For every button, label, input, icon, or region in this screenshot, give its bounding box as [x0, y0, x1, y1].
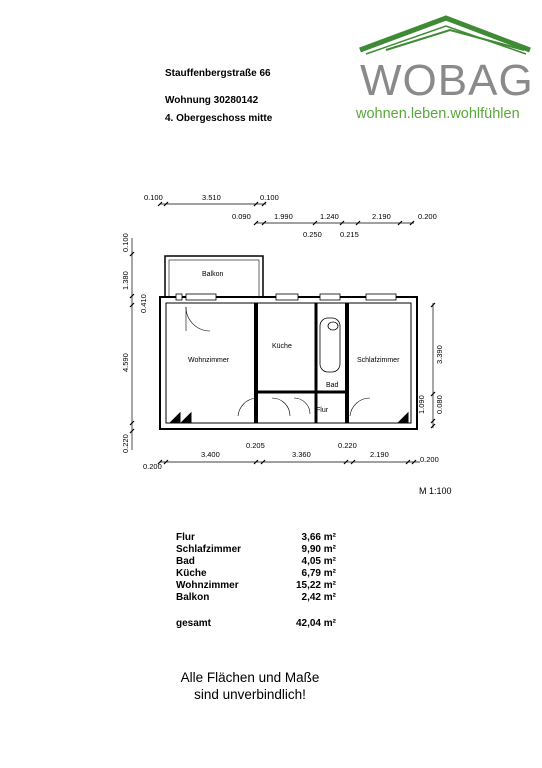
- area-value: 3,66 m²: [301, 532, 336, 543]
- area-row: [176, 532, 336, 544]
- dim-left-4: 0.220: [121, 434, 130, 453]
- dim-top2-1: 1.990: [274, 212, 293, 221]
- room-label-balkon: Balkon: [202, 271, 224, 278]
- dim-bottom-1: 3.400: [201, 450, 220, 459]
- dim-bottom-4: 0.220: [338, 441, 357, 450]
- room-label-wohnzimmer: Wohnzimmer: [188, 357, 230, 364]
- floor-label: 4. Obergeschoss mitte: [165, 113, 273, 124]
- dim-left-3: 4.590: [121, 353, 130, 372]
- dim-right-1: 1.090: [417, 395, 426, 414]
- area-name: Wohnzimmer: [176, 580, 239, 591]
- dim-top1-0: 0.100: [144, 193, 163, 202]
- scale-label: M 1:100: [419, 486, 452, 496]
- dim-right-2: 0.080: [435, 395, 444, 414]
- logo-wordmark: WOBAG: [360, 56, 534, 105]
- disclaimer-line1: Alle Flächen und Maße: [180, 670, 320, 685]
- area-total-value: 42,04 m²: [295, 618, 336, 629]
- address-label: Stauffenbergstraße 66: [165, 68, 271, 79]
- area-total-row: [176, 618, 336, 630]
- area-row: [176, 580, 336, 592]
- dim-left-2: 0.410: [139, 294, 148, 313]
- room-label-flur: Flur: [316, 407, 329, 414]
- area-value: 4,05 m²: [301, 556, 336, 567]
- dim-bottom-6: 0.200: [420, 455, 439, 464]
- room-label-kueche: Küche: [272, 343, 292, 350]
- room-label-schlafzimmer: Schlafzimmer: [357, 357, 400, 364]
- dim-top3-1: 0.215: [340, 230, 359, 239]
- area-table: [176, 532, 336, 630]
- area-row: [176, 592, 336, 604]
- toilet: [328, 322, 338, 330]
- dim-top2-2: 1.240: [320, 212, 339, 221]
- area-total-name: gesamt: [176, 618, 212, 629]
- dim-top2-0: 0.090: [232, 212, 251, 221]
- area-name: Balkon: [176, 592, 210, 603]
- area-name: Küche: [176, 568, 207, 579]
- dim-bottom-0: 0.200: [143, 462, 162, 471]
- area-value: 6,79 m²: [301, 568, 336, 579]
- room-label-bad: Bad: [326, 382, 339, 389]
- area-name: Schlafzimmer: [176, 544, 242, 555]
- dim-left-0: 0.100: [121, 233, 130, 252]
- area-value: 2,42 m²: [301, 592, 336, 603]
- dim-top1-2: 0.100: [260, 193, 279, 202]
- area-name: Bad: [176, 556, 195, 567]
- area-row: [176, 556, 336, 568]
- dim-bottom-3: 3.360: [292, 450, 311, 459]
- area-row: [176, 544, 336, 556]
- dim-top2-4: 0.200: [418, 212, 437, 221]
- dim-top1-1: 3.510: [202, 193, 221, 202]
- dim-top3-0: 0.250: [303, 230, 322, 239]
- logo-tagline: wohnen.leben.wohlfühlen: [356, 106, 520, 122]
- area-name: Flur: [176, 532, 195, 543]
- dim-bottom-2: 0.205: [246, 441, 265, 450]
- apartment-number: Wohnung 30280142: [165, 95, 259, 106]
- dim-right-0: 3.390: [435, 345, 444, 364]
- area-row: [176, 568, 336, 580]
- bathtub: [320, 318, 340, 372]
- area-value: 9,90 m²: [301, 544, 336, 555]
- disclaimer-line2: sind unverbindlich!: [194, 687, 306, 702]
- dim-top2-3: 2.190: [372, 212, 391, 221]
- dim-left-1: 1.380: [121, 271, 130, 290]
- dim-bottom-5: 2.190: [370, 450, 389, 459]
- area-value: 15,22 m²: [295, 580, 336, 591]
